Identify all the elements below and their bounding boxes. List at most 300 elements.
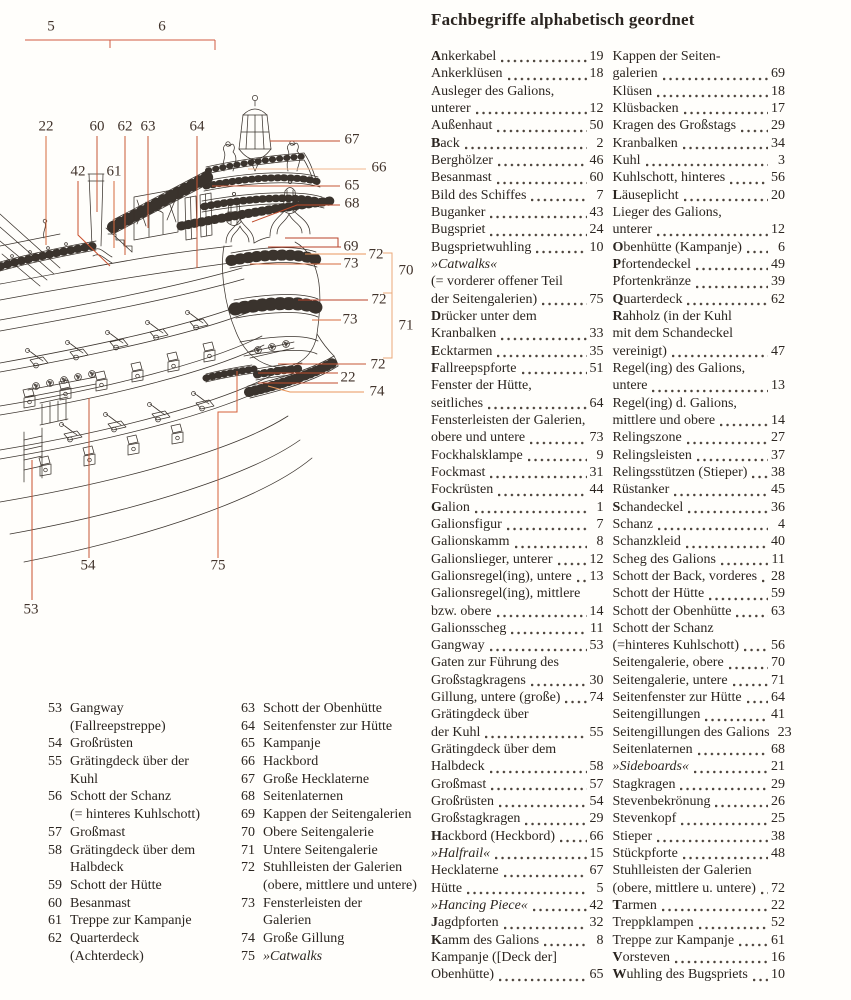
callout-number-71: 71 <box>398 317 414 334</box>
term: Fallreepspforte <box>431 360 517 376</box>
index-line <box>613 933 786 950</box>
legend-number: 69 <box>241 807 255 823</box>
legend-number: 73 <box>241 895 255 911</box>
legend-line <box>233 896 433 914</box>
term: Lieger des Galions, <box>612 204 722 220</box>
page-ref: 21 <box>771 759 785 775</box>
index-line <box>613 118 786 135</box>
term: Schanzkleid <box>612 534 681 550</box>
dot-leader <box>558 552 587 569</box>
dot-leader <box>729 655 768 672</box>
legend-line <box>40 754 232 772</box>
term: Kranbalken <box>612 135 678 151</box>
index-line <box>431 655 604 672</box>
term: Stuhlleisten der Galerien <box>612 863 752 879</box>
page-ref: 18 <box>771 83 785 99</box>
term: Vorsteven <box>612 950 671 966</box>
dot-leader <box>528 448 587 465</box>
dot-leader <box>721 552 768 569</box>
term: Pfortenkränze <box>612 274 692 290</box>
legend-line <box>233 825 433 843</box>
page-ref: 71 <box>771 672 785 688</box>
term: Ausleger des Galions, <box>431 83 555 99</box>
dot-leader <box>684 188 768 205</box>
index-line <box>431 482 604 499</box>
dot-leader <box>531 673 587 690</box>
term: Bild des Schiffes <box>431 187 527 203</box>
dot-leader <box>533 898 587 915</box>
page-ref: 16 <box>771 950 785 966</box>
legend-number: 66 <box>241 754 255 770</box>
mizzen-mast <box>88 174 104 246</box>
term: Regel(ing) des Galions, <box>612 360 746 376</box>
page-ref: 12 <box>771 222 785 238</box>
callout-number-70: 70 <box>398 262 414 279</box>
term: Treppe zur Kampanje <box>612 932 735 948</box>
legend-line <box>233 736 433 754</box>
term: Großstagkragen <box>431 811 521 827</box>
term: Kamm des Galions <box>431 932 540 948</box>
dot-leader <box>741 118 768 135</box>
index-line <box>431 136 604 153</box>
index-line <box>431 396 604 413</box>
page-ref: 34 <box>771 135 785 151</box>
callout-number-64: 64 <box>189 118 205 135</box>
legend-number: 53 <box>48 701 62 716</box>
page-ref: 69 <box>771 66 785 82</box>
term: Gillung, untere (große) <box>431 690 561 706</box>
legend-number: 70 <box>241 824 255 840</box>
index-line <box>431 292 604 309</box>
term: Fockhalsklampe <box>431 447 523 463</box>
page-ref: 61 <box>771 932 785 948</box>
page-ref: 75 <box>589 291 604 307</box>
term: Klüsen <box>612 83 653 99</box>
legend-number: 72 <box>241 860 255 876</box>
index-line <box>613 742 786 759</box>
callout-number-72: 72 <box>370 356 386 373</box>
page-title: Fachbegriffe alphabetisch geordnet <box>431 10 695 29</box>
page-ref: 26 <box>771 794 785 810</box>
term: seitliches <box>431 395 484 411</box>
term: »Catwalks« <box>431 256 498 272</box>
callout-number-22: 22 <box>38 118 54 135</box>
page-ref: 13 <box>589 568 604 584</box>
legend-line <box>40 807 232 825</box>
legend-number: 63 <box>241 701 255 716</box>
page-ref: 9 <box>596 447 604 463</box>
dot-leader <box>531 188 586 205</box>
dot-leader <box>657 829 768 846</box>
page-ref: 7 <box>596 187 604 203</box>
legend-line <box>40 931 232 949</box>
term: Galionsfigur <box>431 516 502 532</box>
page-ref: 51 <box>589 360 604 376</box>
legend-number: 71 <box>241 842 255 858</box>
index-line <box>613 811 786 828</box>
term: der Seitengalerien) <box>431 291 538 307</box>
page-ref: 29 <box>771 118 785 134</box>
term: Großrüsten <box>431 794 494 810</box>
ship-diagram <box>0 0 430 700</box>
dot-leader <box>657 222 768 239</box>
term: Rüstanker <box>612 482 670 498</box>
dot-leader <box>687 430 768 447</box>
index-line <box>431 66 604 83</box>
callout-number-6: 6 <box>158 18 166 35</box>
index-line <box>613 604 786 621</box>
page-ref: 66 <box>589 828 604 844</box>
term: Kampanje ([Deck der] <box>431 950 557 966</box>
term: Relingsleisten <box>612 447 692 463</box>
dot-leader <box>498 153 587 170</box>
index-line <box>431 170 604 187</box>
index-line <box>431 915 604 932</box>
legend-term: Stuhlleisten der Galerien <box>263 860 403 876</box>
page-ref: 65 <box>589 967 604 983</box>
dot-leader <box>497 118 586 135</box>
dot-leader <box>490 465 586 482</box>
page-ref: 64 <box>771 690 785 706</box>
index-line <box>431 725 604 742</box>
term: der Kuhl <box>431 724 481 740</box>
index-line <box>613 898 786 915</box>
legend-number: 65 <box>241 736 255 752</box>
dot-leader <box>536 240 586 257</box>
index-line <box>613 170 786 187</box>
page-ref: 36 <box>771 499 785 515</box>
term: Back <box>431 135 460 151</box>
page-ref: 44 <box>589 482 604 498</box>
dot-leader <box>752 465 768 482</box>
term: Seitenlaternen <box>612 742 693 758</box>
index-line <box>613 188 786 205</box>
legend-term: Hackbord <box>263 754 319 770</box>
dot-leader <box>681 811 768 828</box>
page-ref: 54 <box>589 794 604 810</box>
legend-number: 61 <box>48 913 62 929</box>
dot-leader <box>658 517 768 534</box>
dot-leader <box>511 621 586 638</box>
page-ref: 2 <box>596 135 604 151</box>
page-ref: 43 <box>589 204 604 220</box>
legend-term: Schott der Hütte <box>70 877 162 893</box>
index-line <box>431 621 604 638</box>
term: Obenhütte (Kampanje) <box>612 239 742 255</box>
term: Relingsstützen (Stieper) <box>612 464 748 480</box>
index-line <box>613 673 786 690</box>
index-line <box>431 950 604 967</box>
legend-term: (Fallreepstreppe) <box>70 718 166 734</box>
index-line <box>613 707 786 724</box>
dot-leader <box>488 396 586 413</box>
dot-leader <box>697 448 768 465</box>
dot-leader <box>565 690 586 707</box>
page-ref: 73 <box>589 430 604 446</box>
legend-term: Fensterleisten der <box>263 895 363 911</box>
term: Außenhaut <box>431 118 493 134</box>
term: Galion <box>431 499 470 515</box>
index-line <box>431 413 604 430</box>
dot-leader <box>761 881 768 898</box>
term: Läuseplicht <box>612 187 679 203</box>
page-ref: 14 <box>589 603 604 619</box>
legend-term: Obere Seitengalerie <box>263 824 374 840</box>
callout-number-62: 62 <box>117 118 133 135</box>
legend-term: Große Hecklaterne <box>263 771 370 787</box>
index-line <box>613 344 786 361</box>
legend-term: Grätingdeck über dem <box>70 842 196 858</box>
dot-leader <box>504 863 587 880</box>
legend-term: Schott der Obenhütte <box>263 701 382 716</box>
term: Pfortendeckel <box>612 256 692 272</box>
index-line <box>431 569 604 586</box>
page-ref: 5 <box>596 880 604 896</box>
legend-term: Kuhl <box>70 771 98 787</box>
page-ref: 24 <box>589 222 604 238</box>
term: Fockrüsten <box>431 482 494 498</box>
term: Bugsprietwuhling <box>431 239 532 255</box>
dot-leader <box>686 534 768 551</box>
index-line <box>431 153 604 170</box>
dot-leader <box>490 759 587 776</box>
page-ref: 19 <box>589 49 604 64</box>
main-channel-deadeyes <box>28 371 96 425</box>
dot-leader <box>747 240 768 257</box>
legend-term: (= hinteres Kuhlschott) <box>70 807 200 823</box>
term: vereinigt) <box>612 343 667 359</box>
legend-line <box>40 843 232 861</box>
dot-leader <box>688 500 768 517</box>
index-line <box>613 378 786 395</box>
page-ref: 47 <box>771 343 785 359</box>
stairs <box>106 228 132 252</box>
index-line <box>612 724 792 742</box>
page-ref: 6 <box>778 239 785 255</box>
page-ref: 40 <box>771 534 785 550</box>
term: Fenster der Hütte, <box>431 378 532 394</box>
page-ref: 8 <box>596 534 604 550</box>
term: Relingszone <box>612 430 682 446</box>
term: Fensterleisten der Galerien, <box>431 412 586 428</box>
page-ref: 17 <box>771 100 785 116</box>
index-line <box>613 967 786 984</box>
dot-leader <box>663 66 768 83</box>
page-ref: 37 <box>771 447 785 463</box>
dot-leader <box>544 933 586 950</box>
page-ref: 59 <box>771 586 785 602</box>
legend-line <box>233 860 433 878</box>
term: Kragen des Großstags <box>612 118 737 134</box>
index-line <box>613 915 786 932</box>
page-ref: 33 <box>589 326 604 342</box>
dot-leader <box>497 344 586 361</box>
index-line <box>431 361 604 378</box>
page-ref: 48 <box>771 846 785 862</box>
legend-term: (Achterdeck) <box>70 948 144 964</box>
term: Stagkragen <box>612 776 676 792</box>
dot-leader <box>491 777 586 794</box>
index-line <box>613 84 786 101</box>
page-ref: 4 <box>778 516 785 532</box>
mizzen-channel-deadeyes <box>250 341 294 358</box>
page-ref: 56 <box>771 638 785 654</box>
term: Ankerkabel <box>431 49 497 64</box>
index-line <box>431 811 604 828</box>
index-line <box>431 898 604 915</box>
callout-number-65: 65 <box>344 177 360 194</box>
legend-term: (obere, mittlere und untere) <box>263 877 417 893</box>
index-line <box>613 101 786 118</box>
legend-term: Halbdeck <box>70 860 124 876</box>
dot-leader <box>674 482 768 499</box>
legend-line <box>233 701 433 719</box>
index-line <box>431 500 604 517</box>
index-line <box>431 378 604 395</box>
dot-leader <box>495 846 586 863</box>
legend-line <box>233 754 433 772</box>
dot-leader <box>467 881 586 898</box>
dot-leader <box>465 136 587 153</box>
term: Seitengillungen des Galions <box>612 724 770 740</box>
index-line <box>613 517 786 534</box>
callout-number-75: 75 <box>210 557 226 574</box>
page-ref: 46 <box>589 152 604 168</box>
legend-line <box>233 931 433 949</box>
term: Großstagkragens <box>431 672 526 688</box>
callout-lines <box>25 40 392 600</box>
index-line <box>431 430 604 447</box>
page-ref: 23 <box>777 724 792 740</box>
dot-leader <box>705 707 768 724</box>
index-line <box>613 621 786 638</box>
dot-leader <box>762 569 768 586</box>
index-line <box>613 863 786 880</box>
dot-leader <box>684 101 768 118</box>
term: Hackbord (Heckbord) <box>431 828 556 844</box>
ship-line-art <box>0 0 430 700</box>
legend-term: Schott der Schanz <box>70 789 172 805</box>
callout-number-67: 67 <box>344 131 360 148</box>
term: Kuhl <box>612 152 641 168</box>
callout-number-60: 60 <box>89 118 105 135</box>
term: Galionslieger, unterer <box>431 551 553 567</box>
dot-leader <box>501 49 586 66</box>
legend-number: 58 <box>48 842 62 858</box>
legend-number: 59 <box>48 877 62 893</box>
index-line <box>431 881 604 898</box>
dot-leader <box>504 915 587 932</box>
term: Hütte <box>431 880 463 896</box>
index-line <box>613 586 786 603</box>
page-ref: 11 <box>590 620 604 636</box>
index-line <box>431 586 604 603</box>
legend-number: 57 <box>48 824 62 840</box>
term: Berghölzer <box>431 152 493 168</box>
index-line <box>431 465 604 482</box>
dot-leader <box>696 274 768 291</box>
term: Kappen der Seiten- <box>612 49 721 64</box>
index-line <box>431 846 604 863</box>
legend-term: Kampanje <box>263 736 321 752</box>
term: Kranbalken <box>431 326 497 342</box>
dot-leader <box>577 569 587 586</box>
term: Tarmen <box>612 898 657 914</box>
term: Seitengillungen <box>612 707 701 723</box>
term: Seitenfenster zur Hütte <box>612 690 742 706</box>
index-line <box>613 881 786 898</box>
page-ref: 28 <box>771 568 785 584</box>
term: mittlere und obere <box>612 412 716 428</box>
dot-leader <box>694 759 768 776</box>
index-line <box>613 846 786 863</box>
page-ref: 63 <box>771 603 785 619</box>
page-ref: 22 <box>771 898 785 914</box>
dot-leader <box>662 898 768 915</box>
term: Galionsregel(ing), mittlere <box>431 586 581 602</box>
term: Halbdeck <box>431 759 485 775</box>
index-line <box>431 517 604 534</box>
index-line <box>613 257 786 274</box>
page-ref: 56 <box>771 170 785 186</box>
page-ref: 41 <box>771 707 785 723</box>
index-line <box>613 413 786 430</box>
term: bzw. obere <box>431 603 492 619</box>
page-ref: 20 <box>771 187 785 203</box>
legend-line <box>233 913 433 931</box>
page-ref: 25 <box>771 811 785 827</box>
page-ref: 29 <box>771 776 785 792</box>
page-ref: 70 <box>771 655 785 671</box>
legend-line <box>40 878 232 896</box>
callout-number-42: 42 <box>70 163 86 180</box>
term: (obere, mittlere u. untere) <box>612 880 756 896</box>
index-line <box>431 49 604 66</box>
legend-term: Gangway <box>70 701 124 716</box>
term: untere <box>612 378 648 394</box>
legend-line <box>40 701 232 719</box>
term: Besanmast <box>431 170 492 186</box>
legend-term: Kappen der Seitengalerien <box>263 807 412 823</box>
term: Treppklampen <box>612 915 694 931</box>
legend-number: 60 <box>48 895 62 911</box>
dot-leader <box>683 136 768 153</box>
legend-column-2 <box>233 701 433 966</box>
term: Seitengalerie, untere <box>612 672 728 688</box>
legend-number: 68 <box>241 789 255 805</box>
index-line <box>431 448 604 465</box>
callout-number-72: 72 <box>371 291 387 308</box>
index-line <box>613 465 786 482</box>
gangway-ladder <box>24 428 42 482</box>
page-ref: 13 <box>771 378 785 394</box>
index-line <box>431 552 604 569</box>
term: Stevenkopf <box>612 811 677 827</box>
legend-line <box>233 949 433 967</box>
dot-leader <box>501 326 586 343</box>
index-line <box>613 777 786 794</box>
page-ref: 74 <box>589 690 604 706</box>
index-line <box>613 361 786 378</box>
page-ref: 38 <box>771 828 785 844</box>
dot-leader <box>515 534 587 551</box>
dot-leader <box>687 292 768 309</box>
term: (= vorderer offener Teil <box>431 274 563 290</box>
page-ref: 7 <box>596 516 604 532</box>
legend-term: Großrüsten <box>70 736 133 752</box>
term: galerien <box>612 66 658 82</box>
page-ref: 72 <box>771 880 785 896</box>
